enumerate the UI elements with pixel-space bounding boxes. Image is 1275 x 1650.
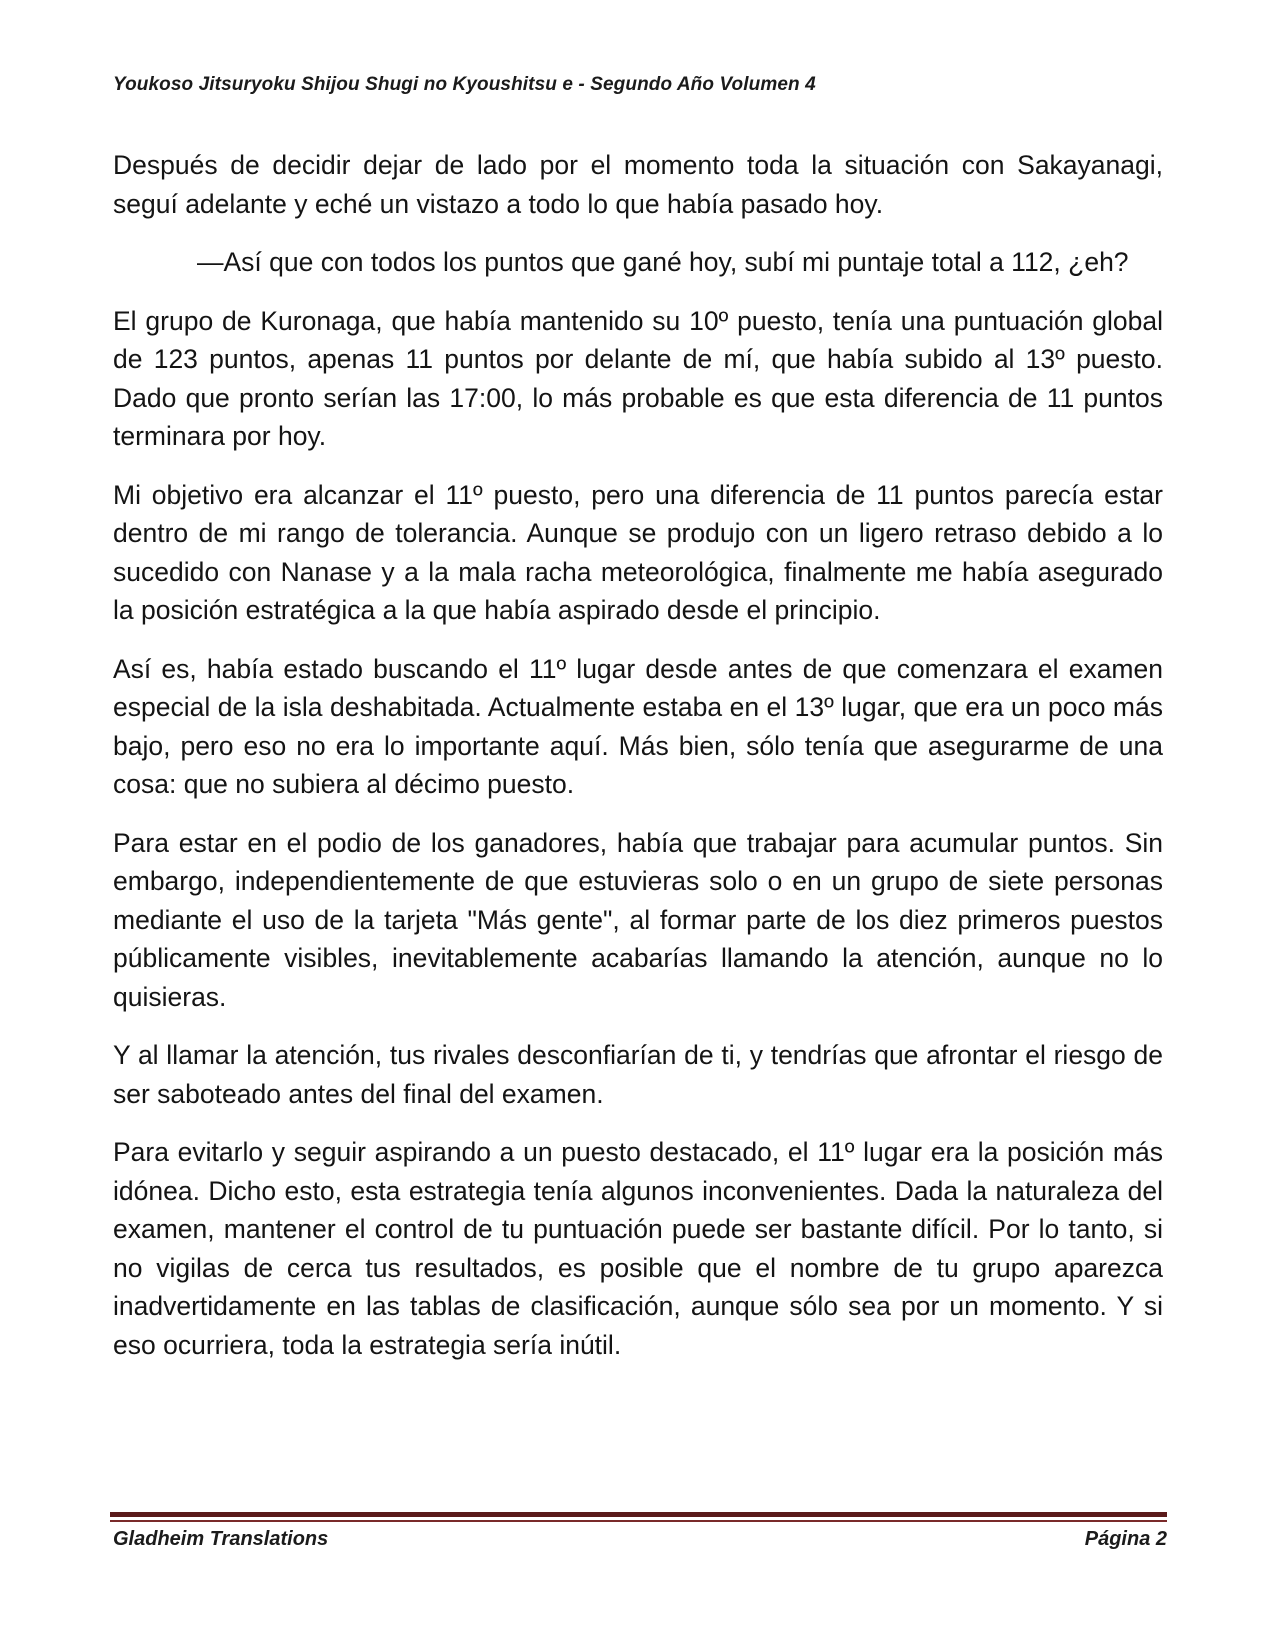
footer-publisher: Gladheim Translations xyxy=(113,1528,329,1550)
paragraph-3: El grupo de Kuronaga, que había mantenido su 10º puesto, tenía una puntuación global de 123 puntos, apenas 11 puntos por delante de mí, que había subido al 13º puesto. Dado que pronto serían las 17:00, lo más probable es que esta diferencia de 11 puntos terminara por hoy. xyxy=(113,305,1163,451)
paragraph-6: Para estar en el podio de los ganadores, había que trabajar para acumular puntos. Sin embargo, independientemente de que estuvieras solo o en un grupo de siete personas mediante el uso de la tarjeta "Más gente", al formar parte de los diez primeros puestos públicamente visibles, inevitablemente acabarías llamando la atención, aunque no lo quisieras. xyxy=(113,827,1163,1012)
footer-page-number: Página 2 xyxy=(1084,1528,1167,1550)
paragraph-2-dialogue: —Así que con todos los puntos que gané hoy, subí mi puntaje total a 112, ¿eh? xyxy=(197,247,1129,277)
footer-divider-thick xyxy=(110,1512,1167,1517)
paragraph-8: Para evitarlo y seguir aspirando a un puesto destacado, el 11º lugar era la posición más idónea. Dicho esto, esta estrategia tenía algunos inconvenientes. Dada la naturaleza del examen, mantener el control de tu puntuación puede ser bastante difícil. Por lo tanto, si no vigilas de cerca tus resultados, es posible que el nombre de tu grupo aparezca inadvertidamente en las tablas de clasificación, aunque sólo sea por un momento. Y si eso ocurriera, toda la estrategia sería inútil. xyxy=(113,1137,1163,1360)
document-body xyxy=(113,146,1163,1384)
footer-divider-thin xyxy=(110,1520,1167,1522)
paragraph-1: Después de decidir dejar de lado por el momento toda la situación con Sakayanagi, seguí adelante y eché un vistazo a todo lo que había pasado hoy. xyxy=(113,150,1163,219)
paragraph-5: Así es, había estado buscando el 11º lugar desde antes de que comenzara el examen especial de la isla deshabitada. Actualmente estaba en el 13º lugar, que era un poco más bajo, pero eso no era lo importante aquí. Más bien, sólo tenía que asegurarme de una cosa: que no subiera al décimo puesto. xyxy=(113,653,1163,799)
paragraph-4: Mi objetivo era alcanzar el 11º puesto, pero una diferencia de 11 puntos parecía estar dentro de mi rango de tolerancia. Aunque se produjo con un ligero retraso debido a lo sucedido con Nanase y a la mala racha meteorológica, finalmente me había asegurado la posición estratégica a la que había aspirado desde el principio. xyxy=(113,479,1163,625)
paragraph-7: Y al llamar la atención, tus rivales desconfiarían de ti, y tendrías que afrontar el riesgo de ser saboteado antes del final del examen. xyxy=(113,1040,1163,1109)
page-header-title: Youkoso Jitsuryoku Shijou Shugi no Kyoushitsu e - Segundo Año Volumen 4 xyxy=(113,74,816,95)
